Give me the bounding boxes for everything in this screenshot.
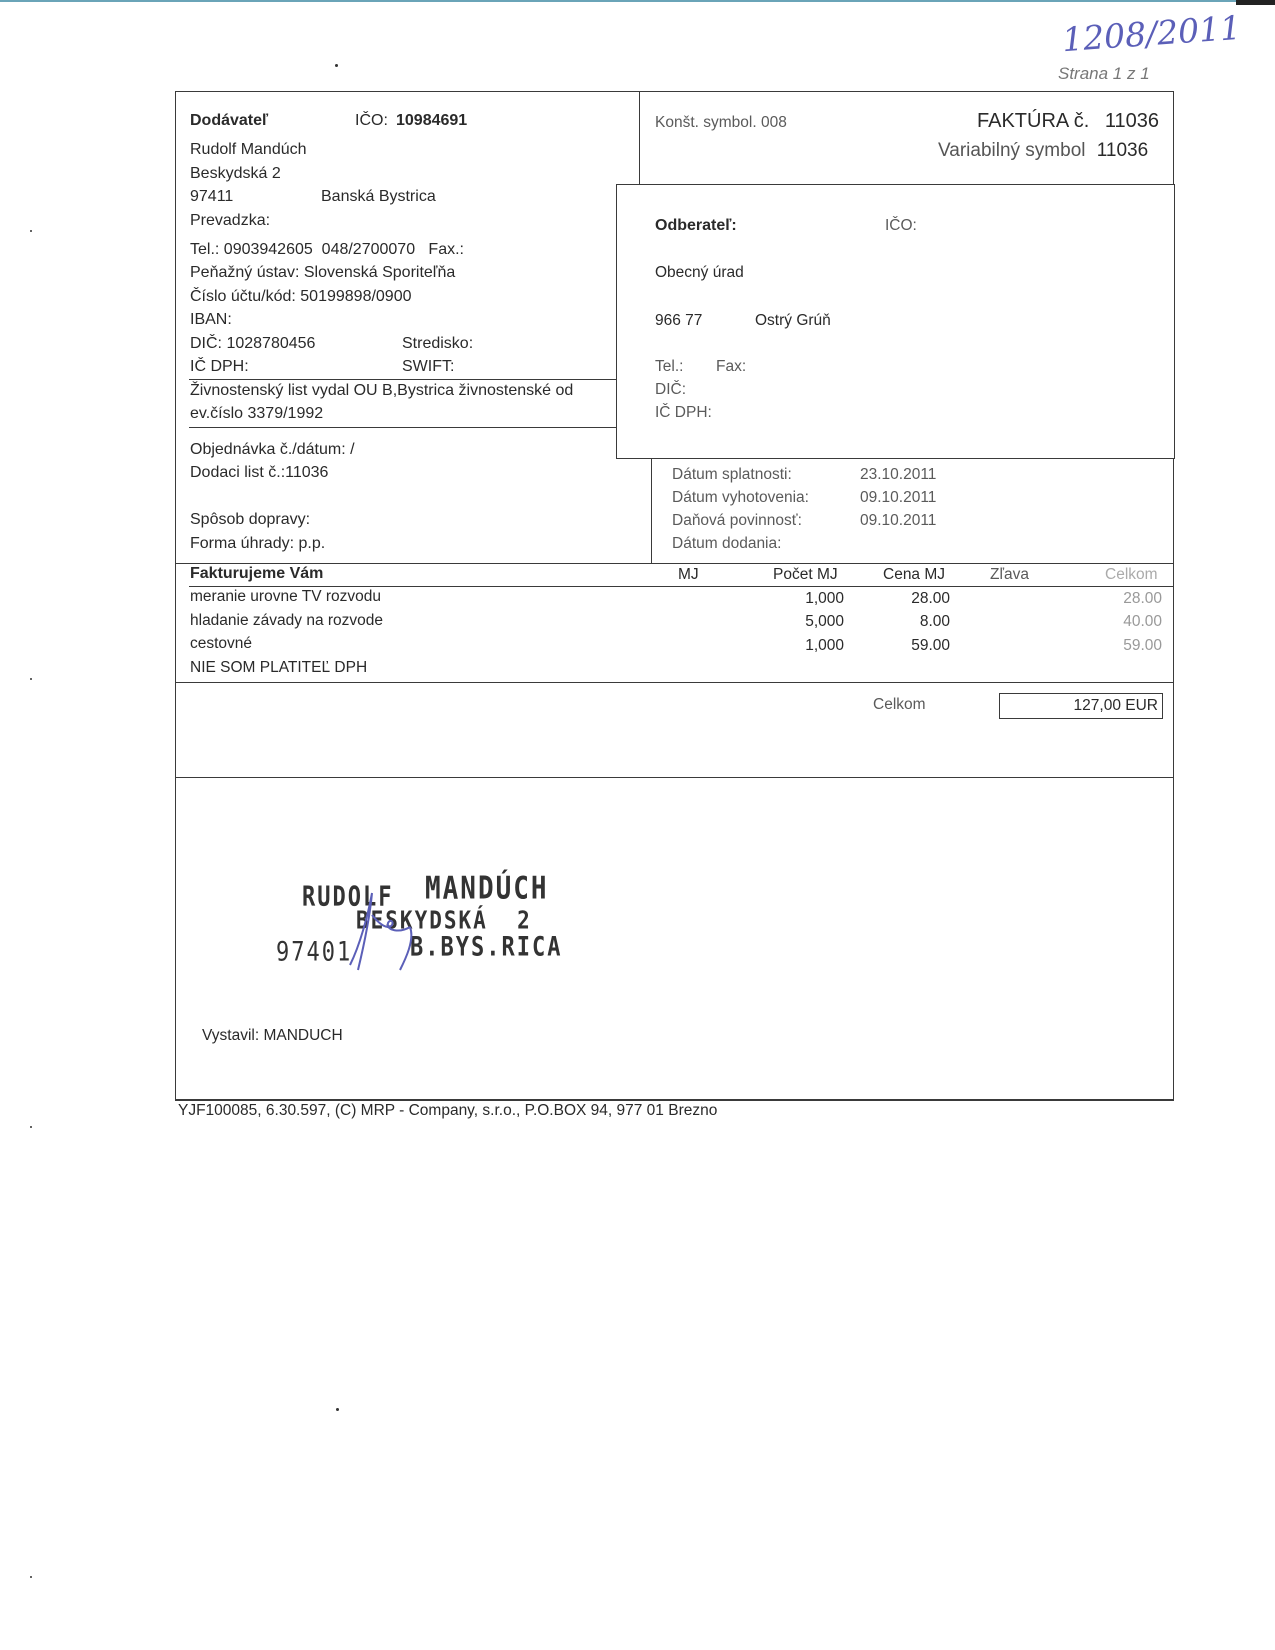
- supplier-zip: 97411: [190, 188, 234, 205]
- supplier-city: Banská Bystrica: [321, 188, 436, 205]
- scan-dot: [335, 64, 338, 67]
- delivery-note: Dodaci list č.:11036: [190, 464, 329, 481]
- supplier-account: Číslo účtu/kód: 50199898/0900: [190, 288, 412, 305]
- customer-zip: 966 77: [655, 312, 703, 329]
- vat-note: NIE SOM PLATITEĽ DPH: [190, 659, 368, 676]
- license-top-line: [189, 379, 617, 380]
- customer-name: Obecný úrad: [655, 264, 744, 281]
- supplier-swift: SWIFT:: [402, 358, 455, 375]
- issue-date-label: Dátum vyhotovenia:: [672, 489, 809, 506]
- supplier-trade-license-1: Živnostenský list vydal OU B,Bystrica živnostenské od: [190, 382, 574, 399]
- scan-dot: [30, 1576, 32, 1578]
- row-celkom: 59.00: [1123, 637, 1162, 654]
- license-bottom-line: [189, 427, 617, 428]
- header-underline: [189, 586, 1174, 587]
- total-value: 127,00 EUR: [1073, 697, 1158, 714]
- transport-method: Spôsob dopravy:: [190, 511, 311, 528]
- row-pocet: 1,000: [805, 637, 844, 654]
- col-header-mj: MJ: [678, 566, 699, 583]
- customer-dic: DIČ:: [655, 381, 686, 398]
- stamp-line-2: BESKYDSKÁ 2: [356, 905, 532, 935]
- col-header-zlava: Zľava: [990, 566, 1029, 583]
- tax-date-label: Daňová povinnosť:: [672, 512, 802, 529]
- variable-symbol-label: Variabilný symbol: [938, 140, 1086, 161]
- supplier-ico-label: IČO:: [355, 112, 388, 129]
- stamp-line-3b: B.BYS.RICA: [410, 932, 563, 963]
- handwritten-number: 1208/2011: [1060, 7, 1243, 60]
- supplier-ico-value: 10984691: [396, 112, 468, 129]
- col-header-pocet: Počet MJ: [773, 566, 838, 583]
- section-divider: [175, 777, 1174, 778]
- row-desc: cestovné: [190, 635, 253, 652]
- issued-by: Vystavil: MANDUCH: [202, 1027, 343, 1044]
- supplier-iban: IBAN:: [190, 311, 232, 328]
- scan-dot: [30, 678, 32, 680]
- header-divider: [639, 91, 640, 185]
- issue-date-value: 09.10.2011: [860, 489, 937, 506]
- page-info: Strana 1 z 1: [1058, 64, 1150, 83]
- stamp-line-1b: MANDÚCH: [425, 871, 549, 907]
- customer-ico-label: IČO:: [885, 217, 917, 234]
- col-header-celkom: Celkom: [1105, 566, 1158, 583]
- table-bottom-line: [175, 682, 1174, 683]
- variable-symbol: [938, 140, 1148, 162]
- invoice-title: [977, 110, 1159, 133]
- order-number: Objednávka č./dátum: /: [190, 441, 355, 458]
- row-cena: 28.00: [911, 590, 950, 607]
- invoice-number: 11036: [1104, 110, 1159, 132]
- row-celkom: 40.00: [1123, 613, 1162, 630]
- scan-dot: [336, 1408, 339, 1411]
- scan-dot: [30, 230, 32, 232]
- supplier-dic: DIČ: 1028780456: [190, 335, 316, 352]
- row-pocet: 5,000: [805, 613, 844, 630]
- customer-ic-dph: IČ DPH:: [655, 404, 712, 421]
- supplier-prevadzka: Prevadzka:: [190, 212, 271, 229]
- customer-fax: Fax:: [716, 358, 747, 375]
- tax-date-value: 09.10.2011: [860, 512, 937, 529]
- row-desc: meranie urovne TV rozvodu: [190, 588, 381, 605]
- scan-corner-mark: [1236, 0, 1275, 5]
- stamp-line-1a: RUDOLF: [302, 881, 394, 914]
- customer-heading: Odberateľ:: [655, 217, 737, 234]
- payment-method: Forma úhrady: p.p.: [190, 535, 326, 552]
- row-desc: hladanie závady na rozvode: [190, 612, 384, 629]
- supplier-bank: Peňažný ústav: Slovenská Sporiteľňa: [190, 264, 456, 281]
- invoice-title-label: FAKTÚRA č.: [977, 110, 1090, 132]
- order-divider: [651, 459, 652, 563]
- supplier-name: Rudolf Mandúch: [190, 141, 307, 158]
- supplier-trade-license-2: ev.číslo 3379/1992: [190, 405, 324, 422]
- supplier-heading: Dodávateľ: [190, 112, 269, 129]
- customer-city: Ostrý Grúň: [755, 312, 831, 329]
- stamp-line-3a: 97401: [276, 937, 353, 968]
- scan-top-edge: [0, 0, 1275, 2]
- supplier-street: Beskydská 2: [190, 165, 281, 182]
- supplier-phone: Tel.: 0903942605 048/2700070 Fax.:: [190, 241, 464, 258]
- konst-symbol: Konšt. symbol. 008: [655, 114, 787, 131]
- due-date-label: Dátum splatnosti:: [672, 466, 792, 483]
- col-header-cena: Cena MJ: [883, 566, 946, 583]
- row-cena: 8.00: [919, 613, 950, 630]
- col-header-desc: Fakturujeme Vám: [190, 565, 324, 582]
- delivery-date-label: Dátum dodania:: [672, 535, 782, 552]
- total-label: Celkom: [873, 696, 926, 713]
- customer-tel: Tel.:: [655, 358, 684, 375]
- table-top-line: [175, 563, 1174, 564]
- row-celkom: 28.00: [1123, 590, 1162, 607]
- scan-dot: [30, 1126, 32, 1128]
- row-pocet: 1,000: [805, 590, 844, 607]
- variable-symbol-value: 11036: [1096, 140, 1149, 161]
- row-cena: 59.00: [911, 637, 950, 654]
- supplier-ic-dph: IČ DPH:: [190, 358, 249, 375]
- footer-text: YJF100085, 6.30.597, (C) MRP - Company, s.r.o., P.O.BOX 94, 977 01 Brezno: [178, 1102, 718, 1119]
- due-date-value: 23.10.2011: [860, 466, 937, 483]
- supplier-stredisko: Stredisko:: [402, 335, 474, 352]
- frame-bottom-line: [175, 1099, 1174, 1100]
- signature: [340, 885, 450, 975]
